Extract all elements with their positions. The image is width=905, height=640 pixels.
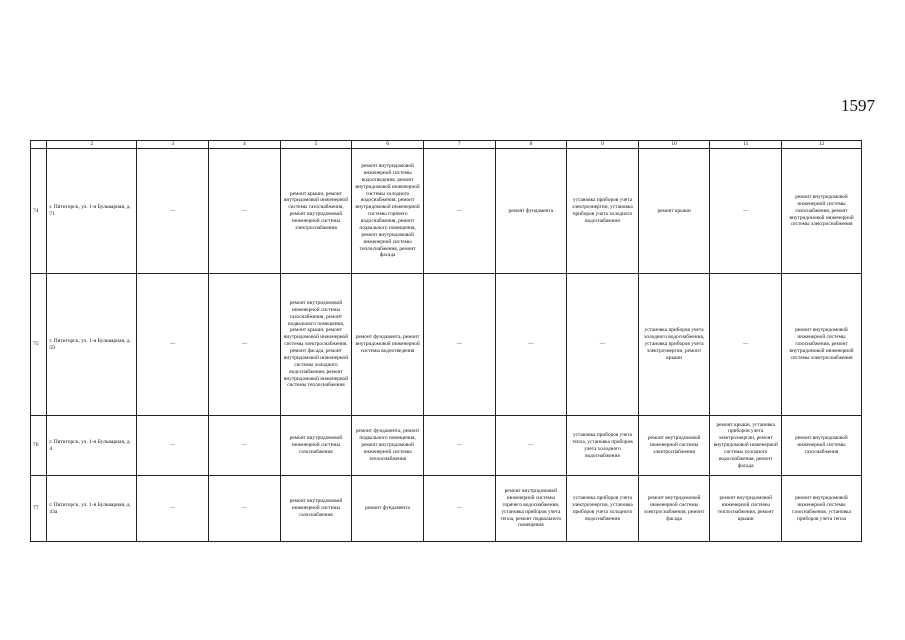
row-number: 76	[31, 416, 47, 476]
address-cell: г. Пятигорск, ул. 1-я Бульварная, д. 71	[47, 149, 137, 274]
works-cell: ремонт внутридомовой инженерной системы водоотведения, ремонт внутридомовой инженерной системы холодного водоснабжения, ремонт внутридомовой инженерной системы горячего водоснабжения, ремонт подвального помещения, ремонт внутридомовой инженерной системы теплоснабжения, ремонт фасада	[352, 149, 424, 274]
dash-cell: —	[209, 149, 281, 274]
column-header: 5	[280, 141, 352, 149]
dash-cell: —	[137, 416, 209, 476]
dash-cell: —	[495, 274, 567, 416]
works-cell: ремонт фундамента	[495, 149, 567, 274]
column-header	[31, 141, 47, 149]
column-header: 3	[137, 141, 209, 149]
works-cell: ремонт внутридомовой инженерной системы газоснабжения	[280, 416, 352, 476]
works-cell: ремонт фундамента	[352, 476, 424, 542]
column-header: 12	[782, 141, 862, 149]
dash-cell: —	[209, 476, 281, 542]
page-number: 1597	[841, 96, 875, 115]
row-number: 77	[31, 476, 47, 542]
works-cell: ремонт внутридомовой инженерной системы газоснабжения, установка приборов учета тепла	[782, 476, 862, 542]
column-header: 4	[209, 141, 281, 149]
works-cell: ремонт крыши, установка приборов учета электроэнергии, ремонт внутридомовой инженерной системы холодного водоснабжения, ремонт фасада	[710, 416, 782, 476]
works-cell: ремонт крыши	[638, 149, 710, 274]
works-cell: ремонт внутридомовой инженерной системы газоснабжения	[280, 476, 352, 542]
dash-cell: —	[423, 274, 495, 416]
dash-cell: —	[423, 476, 495, 542]
table-row	[31, 274, 862, 416]
works-cell: ремонт внутридомовой инженерной системы газоснабжения, ремонт подвального помещения, ремонт крыши, ремонт внутридомовой инженерной системы электроснабжения, ремонт фасада, ремонт внутридомовой инженерной системы холодного водоснабжения, ремонт внутридомовой инженерной системы теплоснабжения	[280, 274, 352, 416]
row-number: 74	[31, 149, 47, 274]
dash-cell: —	[137, 476, 209, 542]
address-cell: г. Пятигорск, ул. 1-я Бульварная, д. 43а	[47, 476, 137, 542]
column-header: 6	[352, 141, 424, 149]
table-row	[31, 476, 862, 542]
dash-cell: —	[209, 274, 281, 416]
table-row	[31, 149, 862, 274]
works-cell: ремонт внутридомовой инженерной системы теплоснабжения, ремонт крыши	[710, 476, 782, 542]
works-cell: ремонт внутридомовой инженерной системы электроснабжения, ремонт фасада	[638, 476, 710, 542]
column-header: 11	[710, 141, 782, 149]
dash-cell: —	[567, 274, 639, 416]
works-cell: установка приборов учета холодного водоснабжения, установка приборов учета электроэнергии, ремонт крыши	[638, 274, 710, 416]
repair-schedule-table	[30, 140, 862, 542]
table-row	[31, 416, 862, 476]
row-number: 75	[31, 274, 47, 416]
works-cell: установка приборов учета тепла, установка приборов учета холодного водоснабжения	[567, 416, 639, 476]
works-cell: ремонт внутридомовой инженерной системы газоснабжения	[782, 416, 862, 476]
column-header: 2	[47, 141, 137, 149]
dash-cell: —	[423, 149, 495, 274]
works-cell: установка приборов учета электроэнергии, установка приборов учета холодного водоснабжения	[567, 149, 639, 274]
column-number-row	[31, 141, 862, 149]
dash-cell: —	[137, 274, 209, 416]
address-cell: г. Пятигорск, ул. 1-я Бульварная, д. 4	[47, 416, 137, 476]
dash-cell: —	[209, 416, 281, 476]
works-cell: ремонт внутридомовой инженерной системы горячего водоснабжения, установка приборов учета тепла, ремонт подвального помещения	[495, 476, 567, 542]
column-header: 10	[638, 141, 710, 149]
works-cell: ремонт внутридомовой инженерной системы электроснабжения	[638, 416, 710, 476]
column-header: 7	[423, 141, 495, 149]
dash-cell: —	[495, 416, 567, 476]
dash-cell: —	[710, 149, 782, 274]
works-cell: ремонт внутридомовой инженерной системы газоснабжения, ремонт внутридомовой инженерной системы электроснабжения	[782, 149, 862, 274]
column-header: 8	[495, 141, 567, 149]
works-cell: ремонт крыши, ремонт внутридомовой инженерной системы газоснабжения, ремонт внутридомовой инженерной системы электроснабжения	[280, 149, 352, 274]
dash-cell: —	[137, 149, 209, 274]
address-cell: г. Пятигорск, ул. 1-я Бульварная, д. 59	[47, 274, 137, 416]
works-cell: ремонт фундамента, ремонт внутридомовой инженерной системы водоотведения	[352, 274, 424, 416]
dash-cell: —	[710, 274, 782, 416]
column-header: 9	[567, 141, 639, 149]
works-cell: установка приборов учета электроэнергии, установка приборов учета холодного водоснабжения	[567, 476, 639, 542]
dash-cell: —	[423, 416, 495, 476]
works-cell: ремонт фундамента, ремонт подвального помещения, ремонт внутридомовой инженерной системы теплоснабжения	[352, 416, 424, 476]
works-cell: ремонт внутридомовой инженерной системы газоснабжения, ремонт внутридомовой инженерной системы электроснабжения	[782, 274, 862, 416]
